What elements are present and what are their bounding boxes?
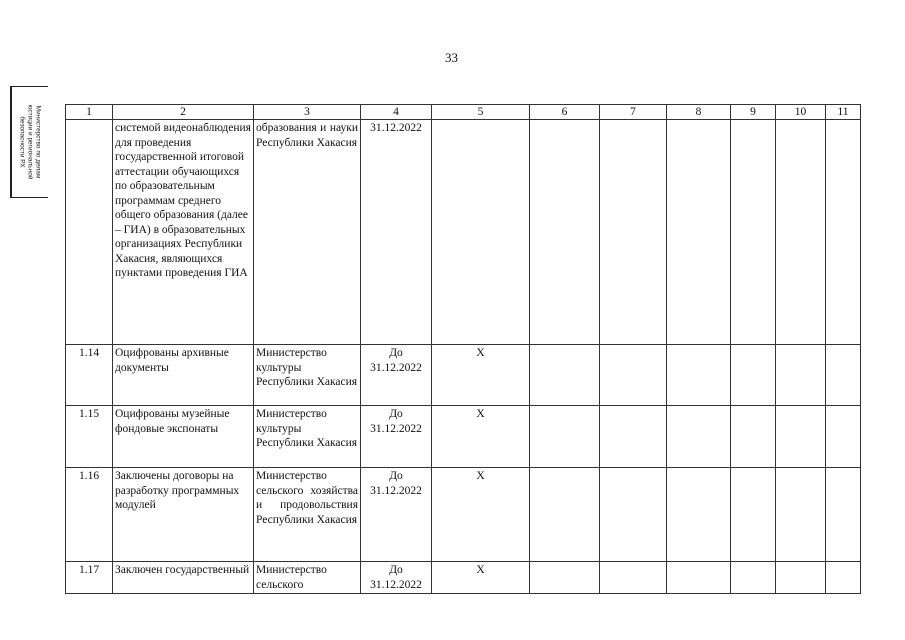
- empty-cell: [600, 406, 667, 468]
- empty-cell: [530, 345, 600, 406]
- empty-cell: [776, 468, 826, 562]
- empty-cell: [600, 562, 667, 594]
- registration-stamp: [10, 86, 48, 198]
- empty-cell: [776, 120, 826, 345]
- deadline-date: 31.12.2022: [370, 361, 422, 374]
- deadline-prefix: До: [389, 470, 403, 482]
- empty-cell: [731, 468, 776, 562]
- row-name: Заключен государственный: [113, 562, 254, 594]
- empty-cell: [530, 406, 600, 468]
- stamp-line-2: юстиции и региональной: [27, 104, 34, 180]
- empty-cell: [731, 406, 776, 468]
- row-executor: образования и науки Республики Хакасия: [254, 120, 361, 345]
- empty-cell: [667, 406, 731, 468]
- empty-cell: [667, 345, 731, 406]
- table-row: [66, 120, 861, 345]
- empty-cell: [667, 562, 731, 594]
- empty-cell: [776, 562, 826, 594]
- row-deadline: [361, 345, 432, 406]
- row-col5: Х: [432, 406, 530, 468]
- empty-cell: [776, 345, 826, 406]
- empty-cell: [826, 120, 861, 345]
- empty-cell: [530, 120, 600, 345]
- column-header: 6: [530, 105, 600, 120]
- empty-cell: [667, 120, 731, 345]
- deadline-date: 31.12.2022: [370, 422, 422, 435]
- table-row: [66, 468, 861, 562]
- column-header: 5: [432, 105, 530, 120]
- row-name: Оцифрованы музейные фондовые экспонаты: [113, 406, 254, 468]
- column-header: 4: [361, 105, 432, 120]
- row-deadline: [361, 468, 432, 562]
- row-deadline: [361, 120, 432, 345]
- empty-cell: [826, 562, 861, 594]
- table-row: [66, 406, 861, 468]
- empty-cell: [530, 468, 600, 562]
- empty-cell: [731, 345, 776, 406]
- row-executor: Министерство культуры Республики Хакасия: [254, 406, 361, 468]
- page-number: 33: [445, 50, 458, 65]
- row-executor: Министерство культуры Республики Хакасия: [254, 345, 361, 406]
- row-number: 1.14: [66, 345, 113, 406]
- row-number: 1.15: [66, 406, 113, 468]
- stamp-line-3: безопасности РХ: [19, 116, 26, 168]
- column-header: 1: [66, 105, 113, 120]
- row-col5: [432, 120, 530, 345]
- row-deadline: [361, 562, 432, 594]
- row-number: [66, 120, 113, 345]
- row-col5: Х: [432, 345, 530, 406]
- row-col5: Х: [432, 468, 530, 562]
- column-header: 8: [667, 105, 731, 120]
- empty-cell: [826, 345, 861, 406]
- empty-cell: [667, 468, 731, 562]
- deadline-date: 31.12.2022: [370, 578, 422, 591]
- row-number: 1.17: [66, 562, 113, 594]
- column-header: 7: [600, 105, 667, 120]
- empty-cell: [530, 562, 600, 594]
- row-executor: Министерство сельского: [254, 562, 361, 594]
- deadline-date: 31.12.2022: [370, 122, 422, 134]
- column-header: 2: [113, 105, 254, 120]
- row-executor: Министерство сельского хозяйства и продовольствия Республики Хакасия: [254, 468, 361, 562]
- deadline-prefix: До: [389, 347, 403, 359]
- table-header-row: [66, 105, 861, 120]
- empty-cell: [731, 120, 776, 345]
- empty-cell: [600, 345, 667, 406]
- stamp-line-1: Министерство по делам: [35, 105, 42, 179]
- row-col5: Х: [432, 562, 530, 594]
- column-header: 10: [776, 105, 826, 120]
- deadline-prefix: До: [389, 564, 403, 576]
- empty-cell: [600, 120, 667, 345]
- row-name: Заключены договоры на разработку программных модулей: [113, 468, 254, 562]
- row-name: системой видеонаблюдения для проведения государственной итоговой аттестации обучающихся по образовательным программам среднего общего образования (далее – ГИА) в образовательных организациях Республики Хакасия, являющихся пунктами проведения ГИА: [113, 120, 254, 345]
- table-row: [66, 562, 861, 594]
- row-name: Оцифрованы архивные документы: [113, 345, 254, 406]
- row-deadline: [361, 406, 432, 468]
- empty-cell: [776, 406, 826, 468]
- empty-cell: [600, 468, 667, 562]
- column-header: 11: [826, 105, 861, 120]
- empty-cell: [731, 562, 776, 594]
- row-number: 1.16: [66, 468, 113, 562]
- empty-cell: [826, 406, 861, 468]
- table-row: [66, 345, 861, 406]
- empty-cell: [826, 468, 861, 562]
- plan-table: [65, 104, 861, 594]
- deadline-date: 31.12.2022: [370, 484, 422, 497]
- column-header: 9: [731, 105, 776, 120]
- column-header: 3: [254, 105, 361, 120]
- deadline-prefix: До: [389, 408, 403, 420]
